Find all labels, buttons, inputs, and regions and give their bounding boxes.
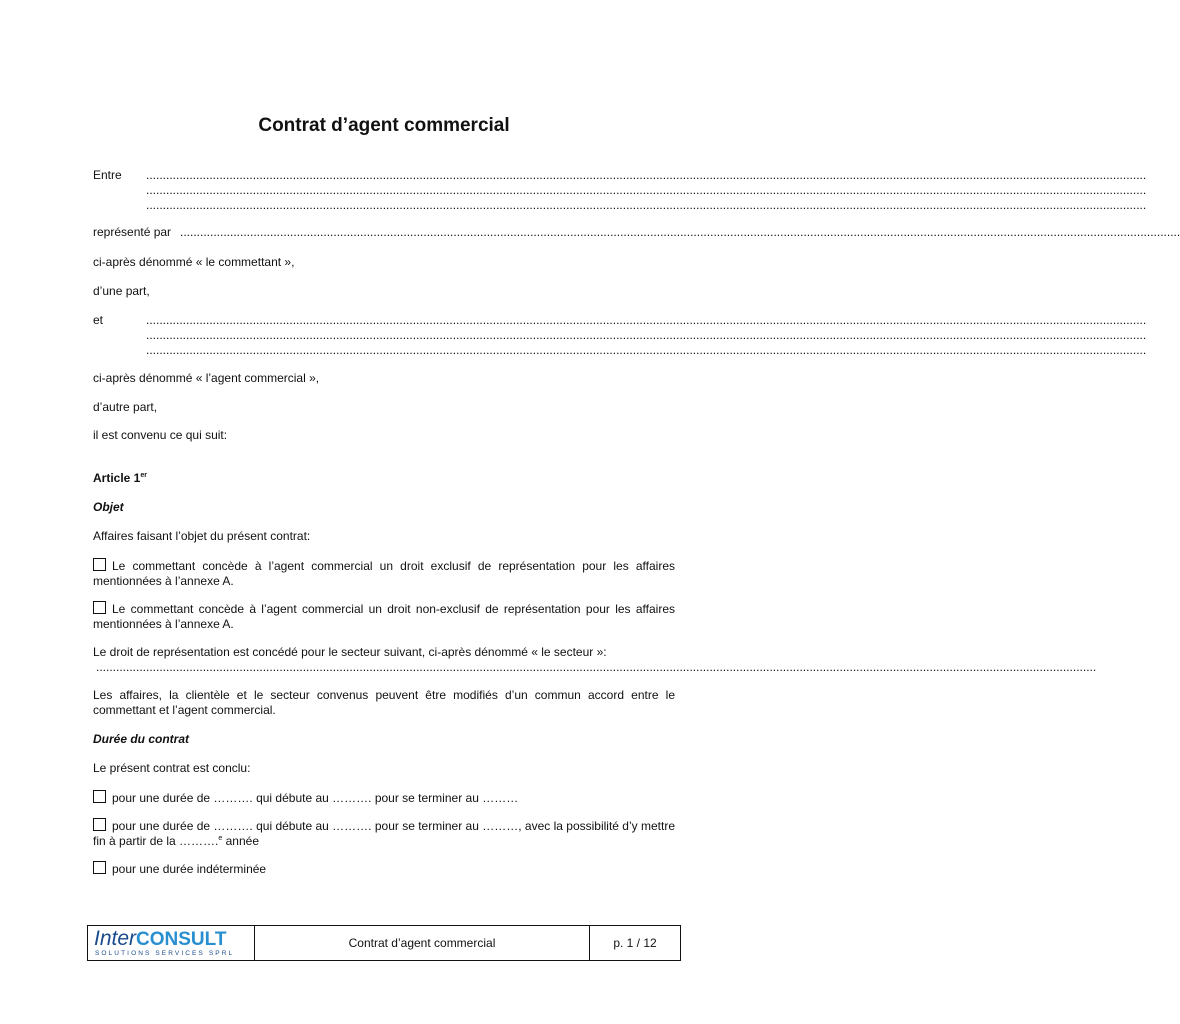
interconsult-logo: InterCONSULT SOLUTIONS SERVICES SPRL: [88, 926, 255, 960]
option-indeterminee-text: pour une durée indéterminée: [112, 862, 267, 876]
page-footer: [87, 925, 681, 961]
objet-heading: Objet: [93, 500, 124, 514]
convenu-text: il est convenu ce qui suit:: [93, 428, 228, 442]
duree-heading: Durée du contrat: [93, 732, 190, 746]
duree-determinee-checkbox[interactable]: [93, 790, 106, 803]
et-fill-line-1: ............................................................................................................................................................................................................................................................................................................: [146, 313, 1147, 327]
option-duree2-text: pour une durée de ………. qui débute au ………. pour se terminer au ………, avec la possibilité d’y mettre fin à partir de la ……….: [93, 819, 675, 848]
et-fill-line-2: ............................................................................................................................................................................................................................................................................................................: [146, 328, 1147, 342]
une-part: d’une part,: [93, 284, 150, 298]
footer-doc-title: Contrat d’agent commercial: [348, 936, 496, 950]
represente-label: représenté par: [93, 225, 172, 239]
entre-label: Entre: [93, 168, 122, 182]
denomme-commettant: ci-après dénommé « le commettant »,: [93, 255, 295, 269]
duree-avec-fin-checkbox[interactable]: [93, 818, 106, 831]
article-heading: Article 1er: [93, 471, 147, 485]
option-exclusif: [93, 558, 675, 589]
document-title: Contrat d’agent commercial: [258, 115, 510, 136]
entre-fill-line-2: ............................................................................................................................................................................................................................................................................................................: [146, 183, 1147, 197]
entre-fill-line-3: ............................................................................................................................................................................................................................................................................................................: [146, 198, 1147, 212]
secteur-text: Le droit de représentation est concédé pour le secteur suivant, ci-après dénommé « le secteur »:: [93, 645, 607, 659]
secteur-fill-line: ............................................................................................................................................................................................................................................................................................................: [96, 660, 1097, 674]
exclusif-checkbox[interactable]: [93, 558, 106, 571]
option-duree-indeterminee: [93, 861, 266, 877]
entre-fill-line-1: ............................................................................................................................................................................................................................................................................................................: [146, 168, 1147, 182]
represente-fill-line: ............................................................................................................................................................................................................................................................................................................: [180, 225, 1180, 239]
option-duree-determinee: [93, 790, 518, 806]
footer-page-number: p. 1 / 12: [589, 926, 680, 960]
non-exclusif-checkbox[interactable]: [93, 601, 106, 614]
autre-part: d’autre part,: [93, 400, 158, 414]
duree-indeterminee-checkbox[interactable]: [93, 861, 106, 874]
option-non-exclusif: [93, 601, 675, 632]
option-exclusif-text: Le commettant concède à l’agent commercial un droit exclusif de représentation pour les affaires mentionnées à l’annexe A.: [93, 559, 675, 588]
et-label: et: [93, 313, 104, 327]
option-non-exclusif-text: Le commettant concède à l’agent commercial un droit non-exclusif de représentation pour les affaires mentionnées à l’annexe A.: [93, 602, 675, 631]
modif-text: Les affaires, la clientèle et le secteur convenus peuvent être modifiés d’un commun accord entre le commettant et l’agent commercial.: [93, 688, 675, 717]
affaires-intro: Affaires faisant l’objet du présent contrat:: [93, 529, 311, 543]
option-duree-avec-fin: pour une durée de ………. qui débute au ………. pour se terminer au ………, avec la possibilité d’y mettre fin à partir de la ……….$^e$ année: [93, 819, 675, 848]
et-fill-line-3: ............................................................................................................................................................................................................................................................................................................: [146, 343, 1147, 357]
denomme-agent: ci-après dénommé « l’agent commercial »,: [93, 371, 320, 385]
option-duree1-text: pour une durée de ………. qui débute au ………. pour se terminer au ………: [112, 791, 519, 805]
conclu-text: Le présent contrat est conclu:: [93, 761, 251, 775]
